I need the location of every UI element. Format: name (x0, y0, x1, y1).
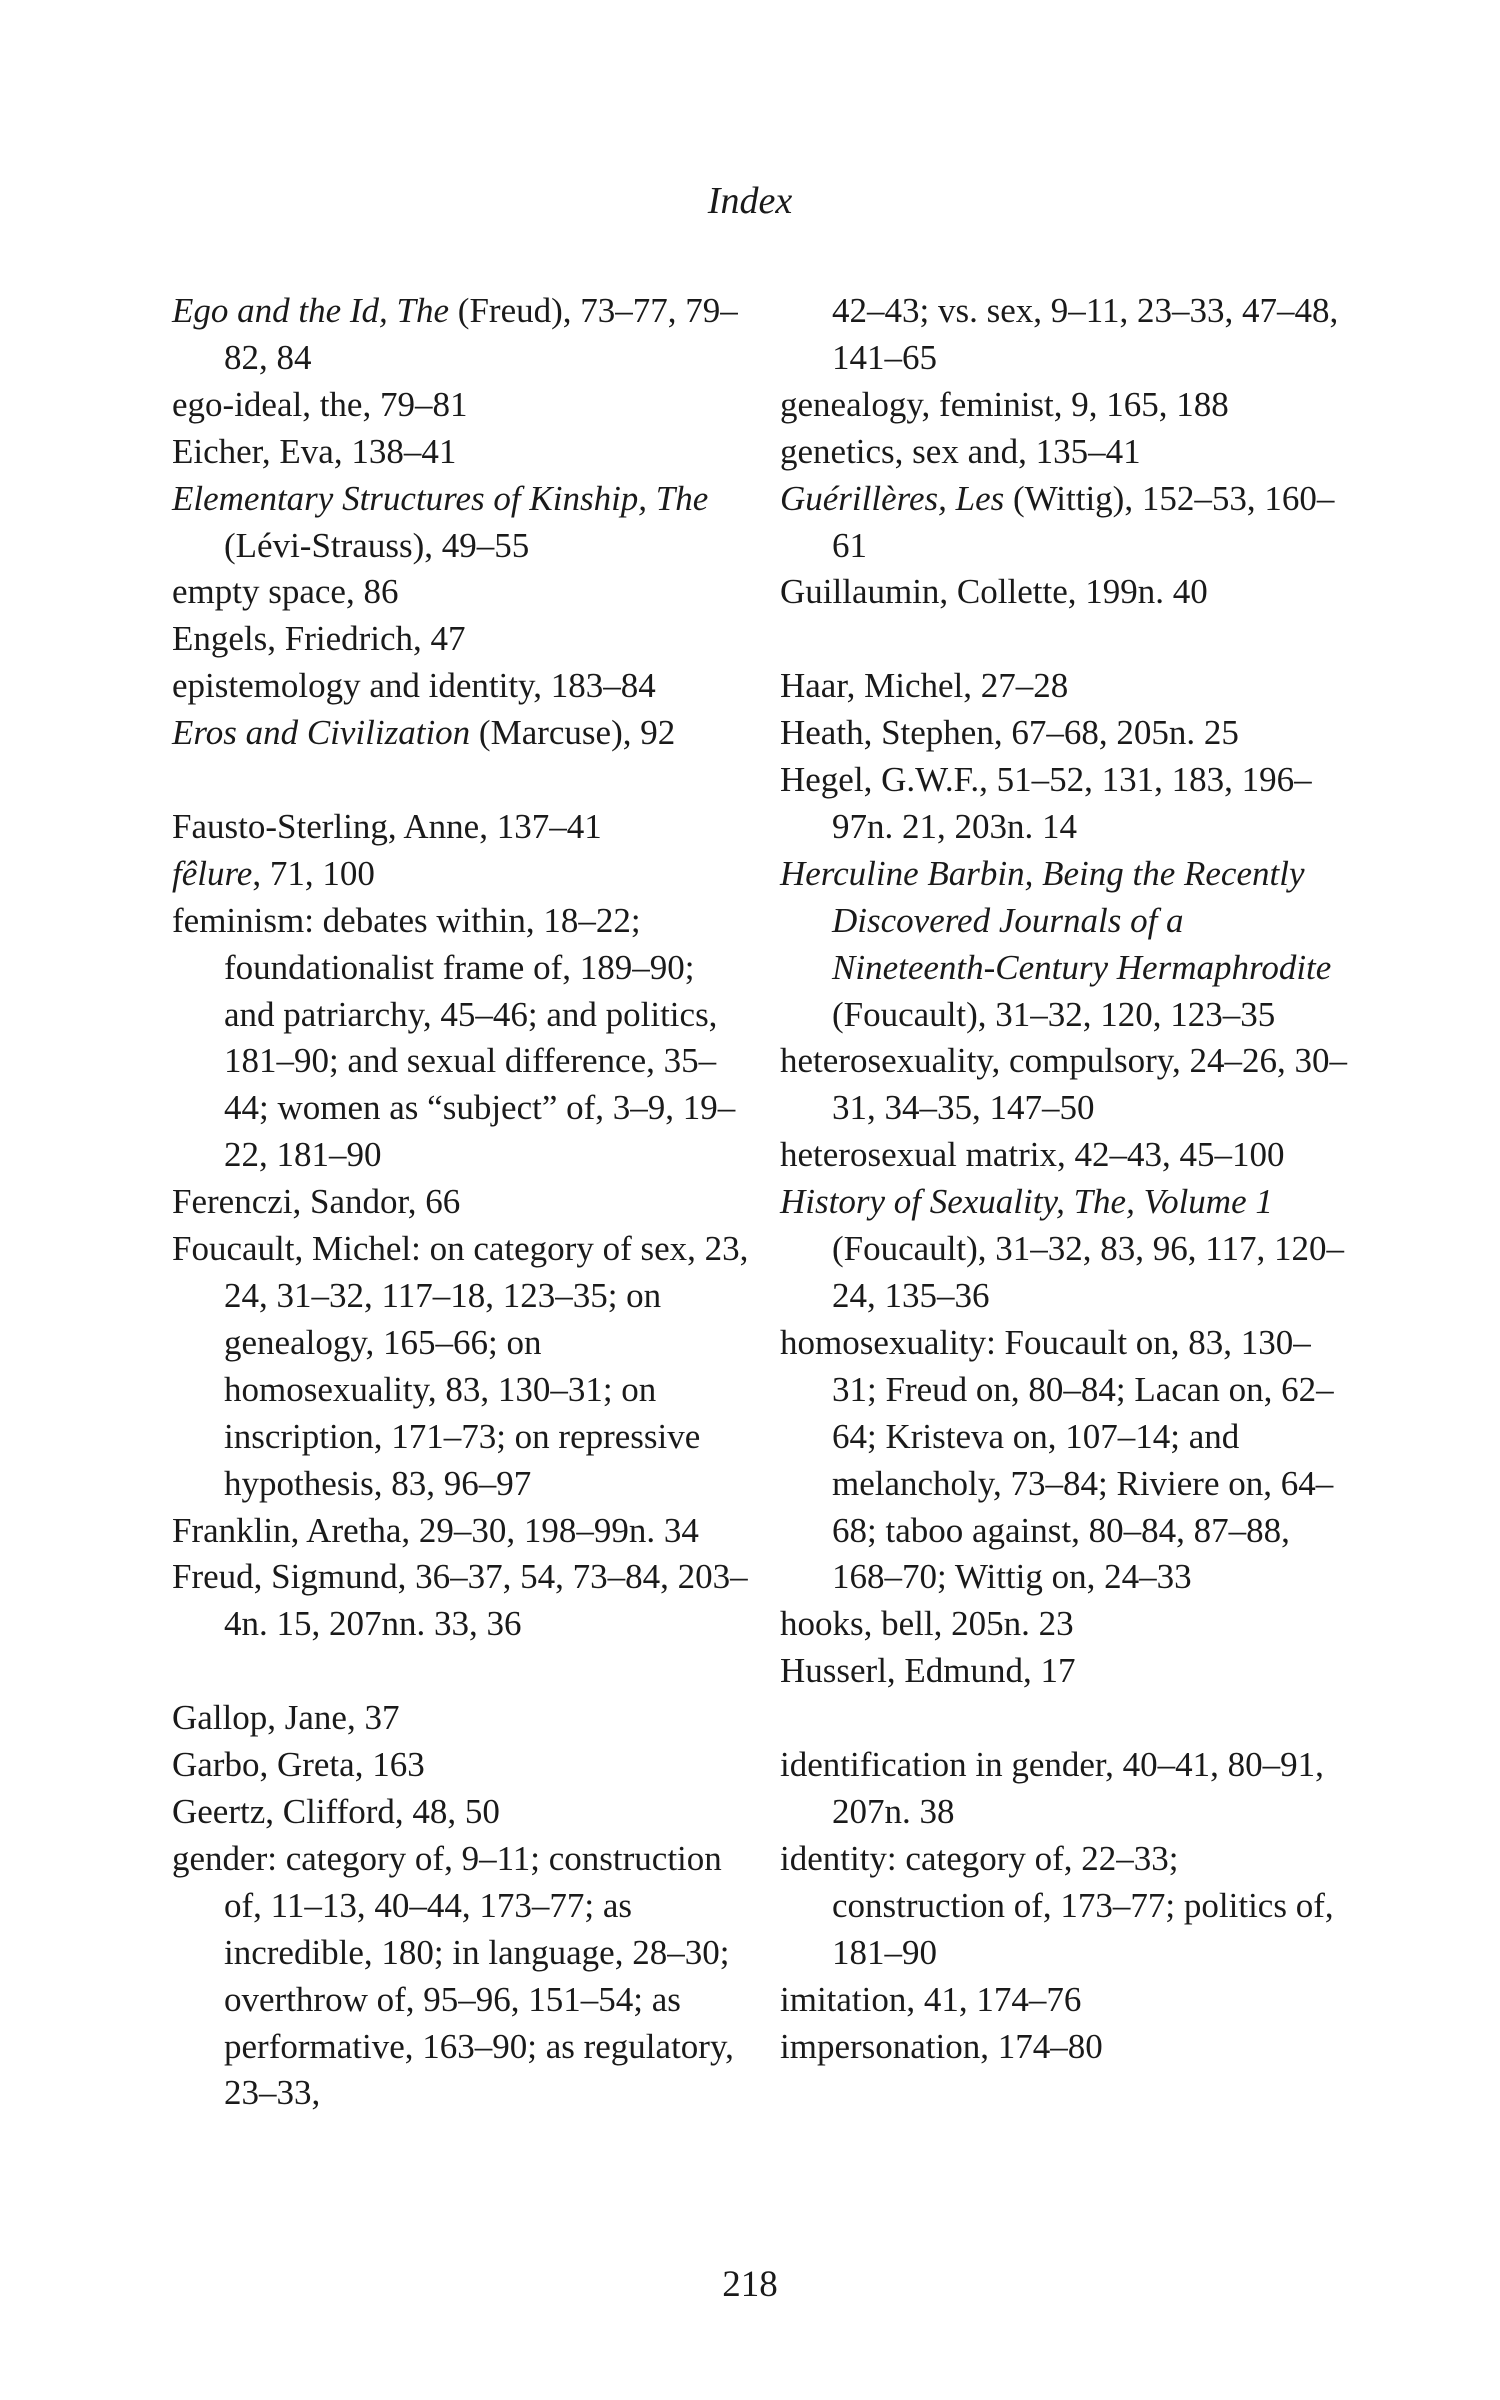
index-entry-text: (Foucault), 31–32, 120, 123–35 (832, 994, 1276, 1034)
index-entry (172, 476, 752, 570)
section-gap (780, 616, 1350, 663)
index-entry (780, 757, 1350, 851)
index-entry (780, 569, 1350, 616)
index-entry (780, 663, 1350, 710)
index-entry (780, 1179, 1350, 1320)
index-entry (780, 382, 1350, 429)
index-entry-text: Guillaumin, Collette, 199n. 40 (780, 572, 1208, 612)
index-entry (780, 1320, 1350, 1601)
index-entry-text: (Wittig), 152–53, 160–61 (832, 478, 1335, 565)
index-entry-text: Haar, Michel, 27–28 (780, 666, 1069, 706)
index-entry-text: (Marcuse), 92 (470, 713, 676, 753)
index-entry-title: fêlure (172, 853, 253, 893)
index-entry (780, 1742, 1350, 1836)
index-entry (172, 1179, 752, 1226)
index-entry (780, 1132, 1350, 1179)
index-column-left (172, 288, 752, 2117)
index-entry (172, 1836, 752, 2117)
index-entry (780, 2024, 1350, 2071)
index-entry (780, 1601, 1350, 1648)
index-entry (172, 851, 752, 898)
index-entry (172, 1695, 752, 1742)
index-entry (780, 476, 1350, 570)
index-entry-text: feminism: debates within, 18–22; foundationalist frame of, 189–90; and patriarchy, 45–46; and politics, 181–90; and sexual difference, 35–44; women as “subject” of, 3–9, 19–22, 181–90 (172, 900, 736, 1175)
index-entry-text: Eicher, Eva, 138–41 (172, 431, 457, 471)
index-entry (172, 1554, 752, 1648)
index-entry-text: Foucault, Michel: on category of sex, 23, 24, 31–32, 117–18, 123–35; on genealogy, 165–66; on homosexuality, 83, 130–31; on inscription, 171–73; on repressive hypothesis, 83, 96–97 (172, 1229, 749, 1503)
index-entry-text: ego-ideal, the, 79–81 (172, 384, 468, 424)
index-entry-text: impersonation, 174–80 (780, 2026, 1103, 2066)
index-entry (172, 1508, 752, 1555)
index-entry-text: Hegel, G.W.F., 51–52, 131, 183, 196–97n. 21, 203n. 14 (780, 760, 1312, 846)
index-entry-text: Fausto-Sterling, Anne, 137–41 (172, 806, 602, 846)
index-entry-title: Elementary Structures of Kinship, The (172, 478, 709, 518)
index-entry-text: genetics, sex and, 135–41 (780, 431, 1141, 471)
index-entry (780, 1977, 1350, 2024)
index-entry-text: empty space, 86 (172, 572, 399, 612)
index-entry (780, 1038, 1350, 1132)
index-entry-text: epistemology and identity, 183–84 (172, 666, 656, 706)
index-entry-text: Geertz, Clifford, 48, 50 (172, 1791, 500, 1831)
index-entry-text: homosexuality: Foucault on, 83, 130–31; Freud on, 80–84; Lacan on, 62–64; Kristeva on, 107–14; and melancholy, 73–84; Riviere on, 64–68; taboo against, 80–84, 87–88, 168–70; Wittig on, 24–33 (780, 1322, 1334, 1597)
index-entry (172, 616, 752, 663)
index-entry-title: Ego and the Id, The (172, 291, 450, 330)
index-entry (172, 804, 752, 851)
index-entry-text: , 71, 100 (252, 853, 375, 893)
index-entry-text: Engels, Friedrich, 47 (172, 619, 466, 659)
index-entry (172, 1226, 752, 1507)
index-entry-title: Guérillères, Les (780, 478, 1005, 518)
index-entry-text: genealogy, feminist, 9, 165, 188 (780, 384, 1229, 424)
index-entry-text: Franklin, Aretha, 29–30, 198–99n. 34 (172, 1510, 699, 1550)
index-entry (780, 1836, 1350, 1977)
index-entry (172, 569, 752, 616)
section-gap (780, 1695, 1350, 1742)
index-entry-text: (Lévi-Strauss), 49–55 (224, 525, 530, 565)
index-entry-text: (Freud), 73–77, 79–82, 84 (224, 291, 738, 377)
index-entry-text: Garbo, Greta, 163 (172, 1745, 425, 1785)
index-entry (172, 710, 752, 757)
index-entry-text: Heath, Stephen, 67–68, 205n. 25 (780, 713, 1239, 753)
index-entry-continuation (780, 288, 1350, 382)
index-entry (780, 429, 1350, 476)
section-gap (172, 1648, 752, 1695)
index-entry (172, 898, 752, 1179)
index-entry-text: imitation, 41, 174–76 (780, 1979, 1082, 2019)
index-entry (172, 1789, 752, 1836)
page-number: 218 (722, 2264, 778, 2305)
index-entry-text: Freud, Sigmund, 36–37, 54, 73–84, 203–4n. 15, 207nn. 33, 36 (172, 1557, 748, 1644)
index-entry-text: Husserl, Edmund, 17 (780, 1651, 1076, 1691)
index-entry-text: heterosexual matrix, 42–43, 45–100 (780, 1135, 1285, 1175)
index-entry-text: Gallop, Jane, 37 (172, 1698, 400, 1738)
index-entry-title: Herculine Barbin, Being the Recently Discovered Journals of a Nineteenth-Century Hermaphrodite (780, 853, 1332, 987)
index-entry-text: Ferenczi, Sandor, 66 (172, 1182, 461, 1222)
page-title: Index (707, 180, 793, 222)
index-entry-text: (Foucault), 31–32, 83, 96, 117, 120–24, 135–36 (832, 1229, 1344, 1316)
index-entry-text: identification in gender, 40–41, 80–91, 207n. 38 (780, 1745, 1324, 1831)
index-entry (172, 288, 752, 382)
index-entry (172, 429, 752, 476)
index-entry-title: History of Sexuality, The, Volume 1 (780, 1182, 1273, 1222)
index-entry (780, 710, 1350, 757)
index-entry (172, 382, 752, 429)
index-entry (780, 1648, 1350, 1695)
index-entry-text: identity: category of, 22–33; construction of, 173–77; politics of, 181–90 (780, 1838, 1334, 1972)
index-column-right (780, 288, 1350, 2070)
section-gap (172, 757, 752, 804)
index-entry (780, 851, 1350, 1039)
index-entry-title: Eros and Civilization (172, 713, 471, 753)
index-entry-text: gender: category of, 9–11; construction of, 11–13, 40–44, 173–77; as incredible, 180; in language, 28–30; overthrow of, 95–96, 151–54; as performative, 163–90; as regulatory, 23–33, (172, 1838, 734, 2113)
index-entry-text: 42–43; vs. sex, 9–11, 23–33, 47–48, 141–65 (832, 291, 1339, 377)
index-entry (172, 1742, 752, 1789)
index-entry (172, 663, 752, 710)
index-entry-text: hooks, bell, 205n. 23 (780, 1604, 1074, 1644)
index-entry-text: heterosexuality, compulsory, 24–26, 30–31, 34–35, 147–50 (780, 1041, 1348, 1128)
